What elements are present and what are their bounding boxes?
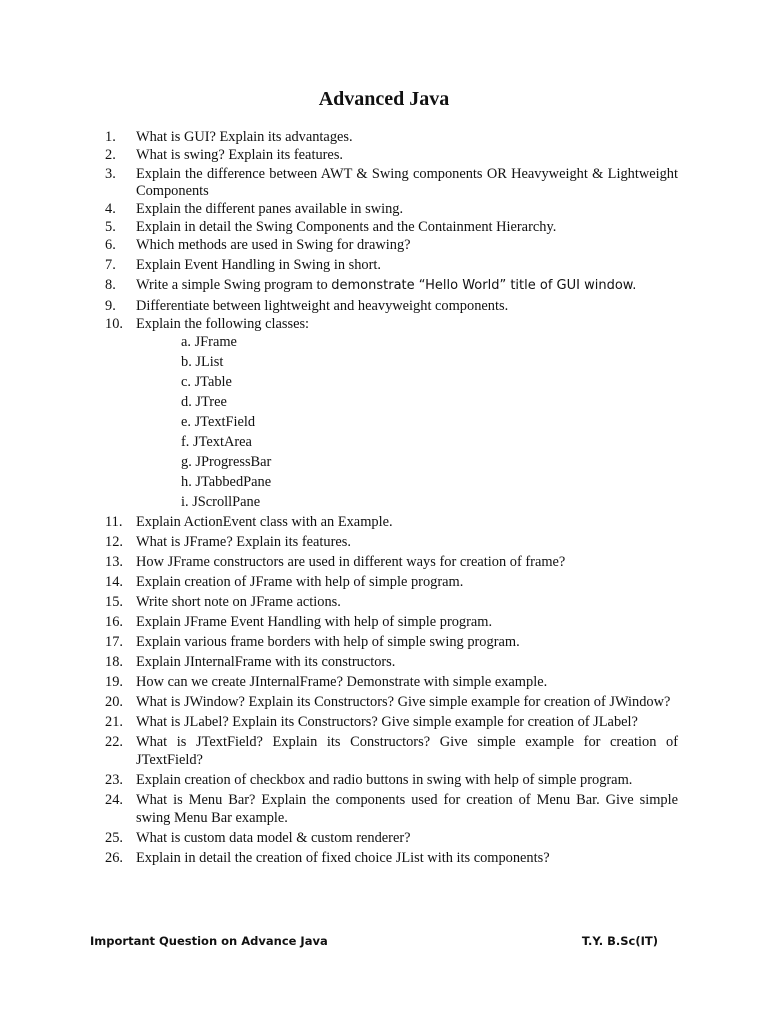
sub-item: b. JList xyxy=(181,354,224,370)
list-item: 16. Explain JFrame Event Handling with help of simple program. xyxy=(105,614,493,630)
sub-item: d. JTree xyxy=(181,394,227,410)
list-item: 21. What is JLabel? Explain its Constructors? Give simple example for creation of JLabel? xyxy=(105,714,638,730)
sub-item: c. JTable xyxy=(181,374,232,390)
list-item: 12. What is JFrame? Explain its features. xyxy=(105,534,351,550)
list-item: 20. What is JWindow? Explain its Constructors? Give simple example for creation of JWindow? xyxy=(105,694,671,710)
list-item: 26. Explain in detail the creation of fixed choice JList with its components? xyxy=(105,850,550,866)
list-item: 22. What is JTextField? Explain its Constructors? Give simple example for creation of JTextField? xyxy=(105,734,678,768)
list-item: 9. Differentiate between lightweight and heavyweight components. xyxy=(105,298,509,314)
list-item: 11. Explain ActionEvent class with an Example. xyxy=(105,514,393,530)
list-item: 17. Explain various frame borders with help of simple swing program. xyxy=(105,634,520,650)
sub-item: f. JTextArea xyxy=(181,434,252,450)
list-item: 3. Explain the difference between AWT & Swing components OR Heavyweight & Lightweight Components xyxy=(105,166,678,199)
sub-item: h. JTabbedPane xyxy=(181,474,272,490)
sub-item: g. JProgressBar xyxy=(181,454,272,470)
list-item: 7. Explain Event Handling in Swing in short. xyxy=(105,257,382,273)
question-list xyxy=(105,128,678,869)
list-item: 23. Explain creation of checkbox and radio buttons in swing with help of simple program. xyxy=(105,772,633,788)
footer-right: T.Y. B.Sc(IT) xyxy=(581,934,658,948)
list-item: 8. Write a simple Swing program to demonstrate “Hello World” title of GUI window. xyxy=(105,277,637,293)
list-item: 4. Explain the different panes available in swing. xyxy=(105,201,404,217)
list-item: 2. What is swing? Explain its features. xyxy=(105,147,344,163)
sub-item: e. JTextField xyxy=(181,414,256,430)
sub-item: a. JFrame xyxy=(181,334,237,350)
sub-item: i. JScrollPane xyxy=(181,494,261,510)
list-item: 6. Which methods are used in Swing for drawing? xyxy=(105,237,411,253)
list-item: 25. What is custom data model & custom renderer? xyxy=(105,830,411,846)
page-title: Advanced Java xyxy=(318,88,450,110)
list-item: 13. How JFrame constructors are used in different ways for creation of frame? xyxy=(105,554,566,570)
footer-left: Important Question on Advance Java xyxy=(90,934,328,948)
list-item: 15. Write short note on JFrame actions. xyxy=(105,594,341,610)
list-item: 10. Explain the following classes: xyxy=(105,316,310,332)
list-item: 5. Explain in detail the Swing Components and the Containment Hierarchy. xyxy=(105,219,557,235)
list-item: 24. What is Menu Bar? Explain the components used for creation of Menu Bar. Give simple swing Menu Bar example. xyxy=(105,792,678,826)
list-item: 14. Explain creation of JFrame with help of simple program. xyxy=(105,574,464,590)
list-item: 1. What is GUI? Explain its advantages. xyxy=(105,129,353,145)
list-item: 19. How can we create JInternalFrame? Demonstrate with simple example. xyxy=(105,674,548,690)
list-item: 18. Explain JInternalFrame with its constructors. xyxy=(105,654,396,670)
